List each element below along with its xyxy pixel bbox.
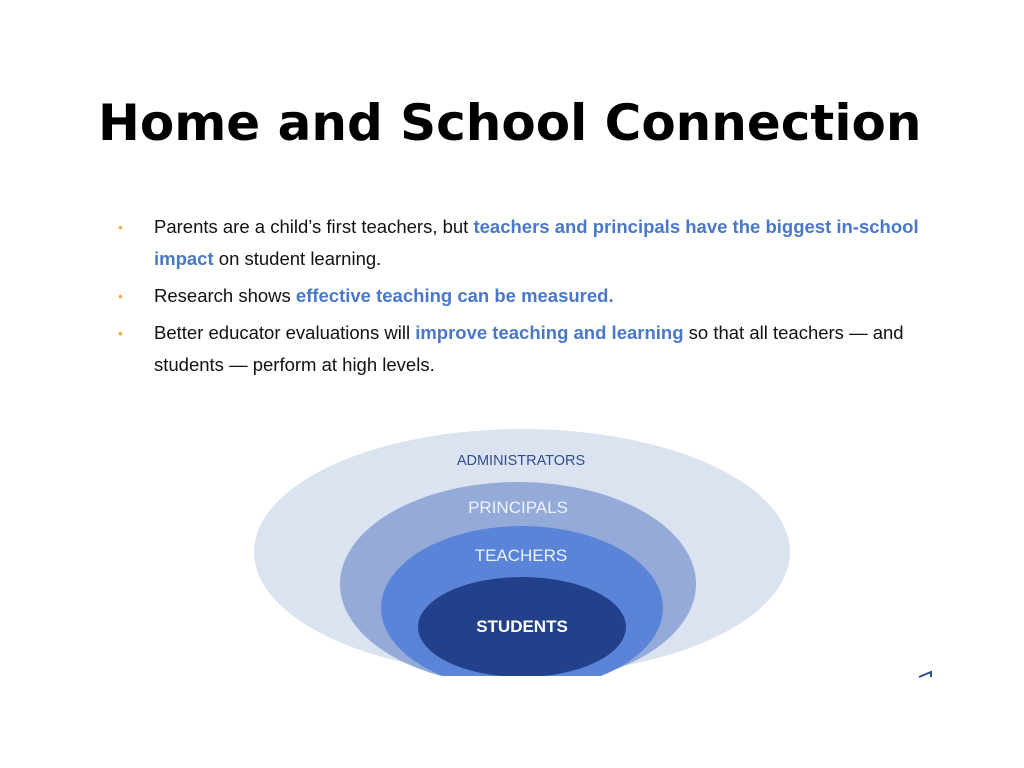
bullet-emphasis: effective teaching can be measured. [295,285,614,306]
ring-label-students: STUDENTS [476,617,568,636]
corner-mark-icon [919,672,931,677]
bullet-emphasis: teachers and principals have the biggest in-school impact [154,216,919,269]
bullet-dot-icon: • [118,288,123,304]
bullet-text: Research shows [154,285,296,306]
ring-label-principals: PRINCIPALS [468,498,568,517]
ring-label-administrators: ADMINISTRATORS [456,453,586,469]
bullet-text: Parents are a child’s first teachers, but [154,216,474,237]
bullet-text: so that all teachers — and students — perform at high levels. [154,322,904,375]
bullet-dot-icon: • [118,325,123,341]
ring-label-teachers: TEACHERS [474,546,568,565]
slide-title: Home and School Connection [98,94,922,152]
bullet-dot-icon: • [118,219,123,235]
bullet-text: Better educator evaluations will [154,322,416,343]
bullet-text: on student learning. [213,248,382,269]
bullet-emphasis: improve teaching and learning [415,322,684,343]
